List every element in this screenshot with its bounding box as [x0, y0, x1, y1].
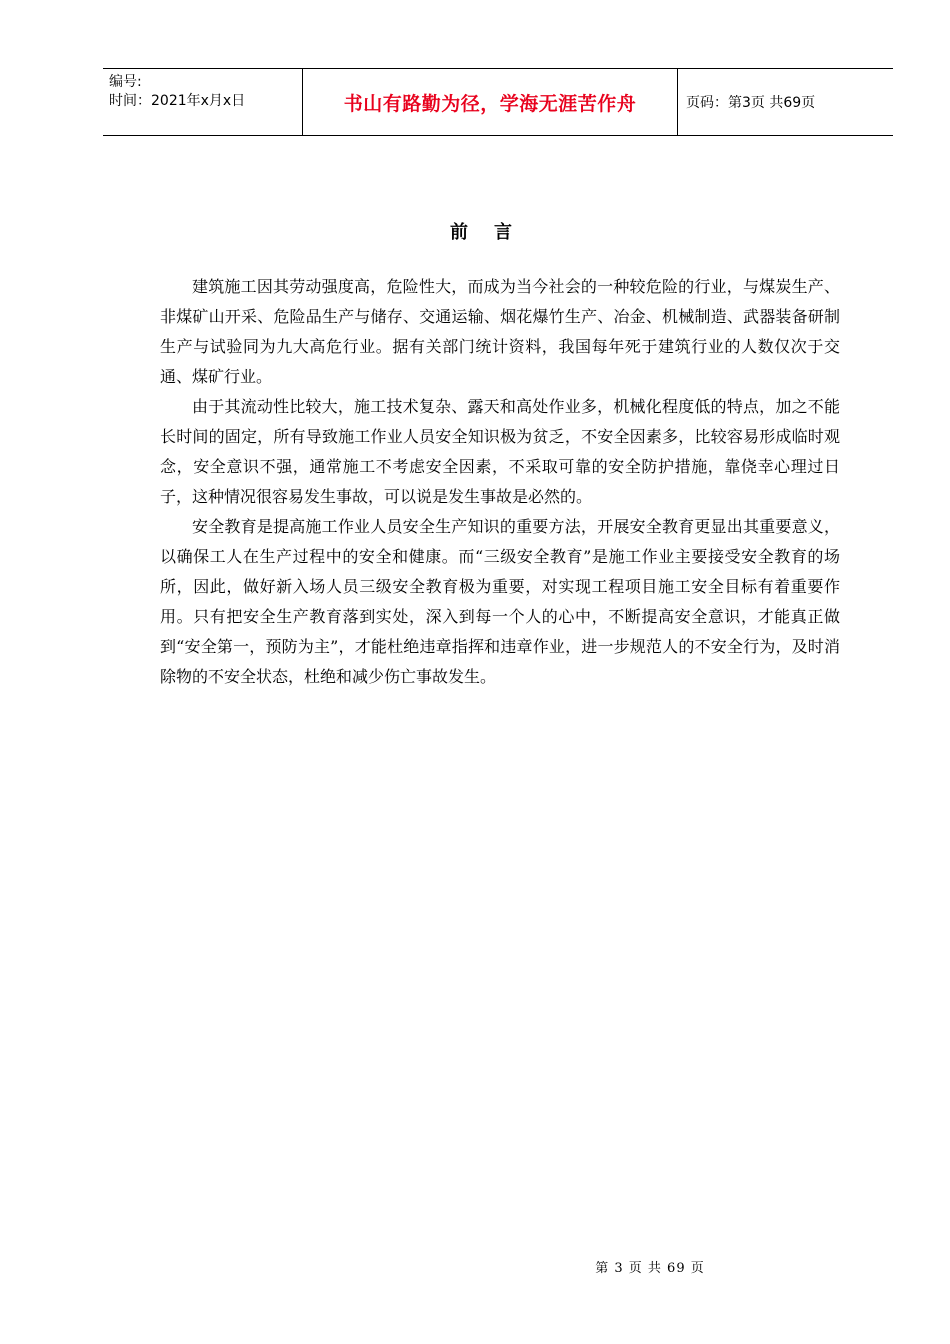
document-number-label: 编号: — [109, 74, 142, 90]
paragraph-2: 由于其流动性比较大，施工技术复杂、露天和高处作业多，机械化程度低的特点，加之不能长时间的固定，所有导致施工作业人员安全知识极为贫乏，不安全因素多，比较容易形成临时观念，安全意识不强，通常施工不考虑安全因素，不采取可靠的安全防护措施，靠侥幸心理过日子，这种情况很容易发生事故，可以说是发生事故是必然的。 — [160, 397, 840, 506]
header-page-cell — [678, 69, 893, 135]
document-time-label: 时间：2021年x月x日 — [109, 93, 246, 109]
document-title: 前言 — [450, 222, 538, 243]
header-motto-cell — [303, 69, 678, 135]
header-motto: 书山有路勤为径，学海无涯苦作舟 — [343, 92, 637, 115]
header-page-code: 页码：第3页 共69页 — [686, 95, 816, 111]
paragraph-1: 建筑施工因其劳动强度高，危险性大，而成为当今社会的一种较危险的行业，与煤炭生产、非煤矿山开采、危险品生产与储存、交通运输、烟花爆竹生产、冶金、机械制造、武器装备研制生产与试验同为九大高危行业。据有关部门统计资料，我国每年死于建筑行业的人数仅次于交通、煤矿行业。 — [160, 277, 840, 386]
paragraph-3: 安全教育是提高施工作业人员安全生产知识的重要方法，开展安全教育更显出其重要意义，以确保工人在生产过程中的安全和健康。而“三级安全教育”是施工作业主要接受安全教育的场所，因此，做好新入场人员三级安全教育极为重要，对实现工程项目施工安全目标有着重要作用。只有把安全生产教育落到实处，深入到每一个人的心中，不断提高安全意识，才能真正做到“安全第一，预防为主”，才能杜绝违章指挥和违章作业，进一步规范人的不安全行为，及时消除物的不安全状态，杜绝和减少伤亡事故发生。 — [160, 517, 840, 686]
footer-page-number: 第 3 页 共 69 页 — [595, 1261, 705, 1276]
header-table — [103, 68, 893, 136]
document-body — [160, 272, 840, 692]
header-meta-cell — [103, 69, 303, 135]
